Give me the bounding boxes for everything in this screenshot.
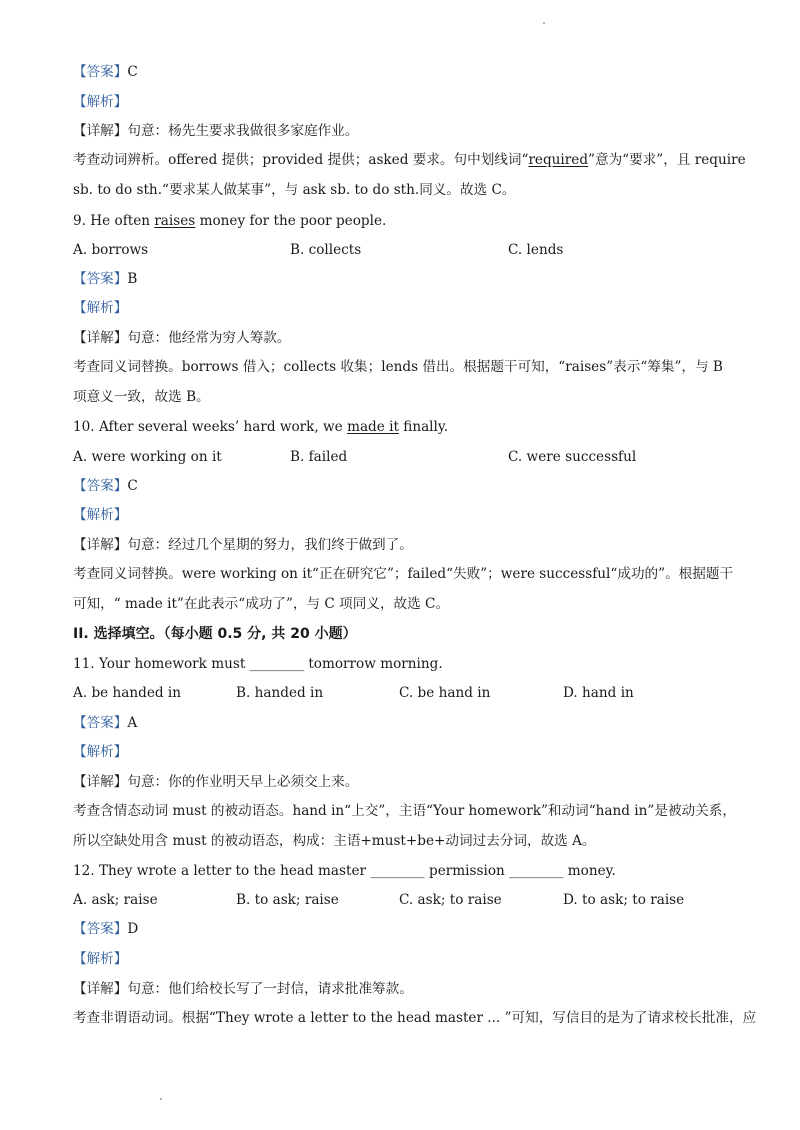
detail-text: 句意：你的作业明天早上必须交上来。	[127, 774, 359, 790]
answer-value: A	[127, 715, 138, 731]
answer-value: C	[127, 478, 138, 494]
answer-line	[73, 62, 730, 82]
detail-text: 句意：经过几个星期的努力，我们终于做到了。	[127, 537, 413, 553]
detail-text: 句意：他们给校长写了一封信，请求批准筹款。	[127, 981, 413, 997]
detail-text: 句意：杨先生要求我做很多家庭作业。	[127, 123, 359, 139]
detail-line	[73, 535, 730, 555]
answer-label: 【答案】	[73, 478, 128, 494]
answer-value: C	[127, 64, 138, 80]
answer-value: D	[127, 921, 139, 937]
option-c: C. ask; to raise	[399, 892, 502, 908]
explanation-text: ”意为“要求”，且 require	[588, 152, 746, 168]
analysis-label: 【解析】	[73, 744, 128, 760]
answer-line	[73, 269, 730, 289]
explanation-line: 考查同义词替换。borrows 借入；collects 收集；lends 借出。根据题干可知，“raises”表示“筹集”，与 B	[73, 359, 723, 375]
question-stem	[73, 211, 730, 231]
underlined-word: required	[528, 152, 589, 168]
answer-label: 【答案】	[73, 715, 128, 731]
explanation-line: 项意义一致，故选 B。	[73, 389, 210, 405]
page-mark	[160, 1098, 162, 1100]
explanation-line: 所以空缺处用含 must 的被动语态，构成：主语+must+be+动词过去分词，故选 A。	[73, 833, 596, 849]
answer-label: 【答案】	[73, 271, 128, 287]
option-d: D. hand in	[563, 685, 634, 701]
detail-label: 【详解】	[73, 981, 128, 997]
detail-label: 【详解】	[73, 330, 128, 346]
detail-label: 【详解】	[73, 537, 128, 553]
analysis-label: 【解析】	[73, 507, 128, 523]
underlined-word: made it	[347, 419, 399, 435]
detail-line	[73, 121, 730, 141]
explanation-line: sb. to do sth.“要求某人做某事”，与 ask sb. to do sth.同义。故选 C。	[73, 182, 516, 198]
question-stem	[73, 417, 730, 437]
stem-text: finally.	[398, 419, 449, 435]
option-a: A. borrows	[73, 242, 149, 258]
detail-line	[73, 328, 730, 348]
detail-line	[73, 979, 730, 999]
answer-value: B	[127, 271, 138, 287]
option-a: A. ask; raise	[73, 892, 158, 908]
detail-label: 【详解】	[73, 774, 128, 790]
answer-label: 【答案】	[73, 921, 128, 937]
stem-text: 9. He often	[73, 213, 155, 229]
page-mark	[543, 22, 545, 24]
option-b: B. collects	[290, 242, 362, 258]
option-c: C. be hand in	[399, 685, 491, 701]
answer-label: 【答案】	[73, 64, 128, 80]
explanation-line: 考查非谓语动词。根据“They wrote a letter to the head master ... ”可知，写信目的是为了请求校长批准，应	[73, 1010, 757, 1026]
question-stem: 11. Your homework must ________ tomorrow morning.	[73, 656, 443, 672]
stem-text: 10. After several weeks’ hard work, we	[73, 419, 348, 435]
analysis-label: 【解析】	[73, 94, 128, 110]
underlined-word: raises	[154, 213, 196, 229]
option-a: A. be handed in	[73, 685, 182, 701]
explanation-line: 考查同义词替换。were working on it“正在研究它”；failed“失败”；were successful“成功的”。根据题干	[73, 566, 734, 582]
answer-line	[73, 919, 730, 939]
option-c: C. lends	[508, 242, 564, 258]
section-heading: II. 选择填空。（每小题 0.5 分, 共 20 小题）	[73, 626, 357, 642]
detail-label: 【详解】	[73, 123, 128, 139]
answer-line	[73, 476, 730, 496]
explanation-line: 考查含情态动词 must 的被动语态。hand in“上交”，主语“Your homework”和动词“hand in”是被动关系，	[73, 803, 736, 819]
option-b: B. handed in	[236, 685, 324, 701]
option-d: D. to ask; to raise	[563, 892, 685, 908]
explanation-line: 可知，“ made it”在此表示“成功了”，与 C 项同义，故选 C。	[73, 596, 450, 612]
explanation-line	[73, 150, 746, 170]
option-b: B. failed	[290, 449, 348, 465]
stem-text: money for the poor people.	[195, 213, 387, 229]
answer-line	[73, 713, 730, 733]
analysis-label: 【解析】	[73, 951, 128, 967]
option-c: C. were successful	[508, 449, 637, 465]
question-stem: 12. They wrote a letter to the head master ________ permission ________ money.	[73, 863, 616, 879]
detail-text: 句意：他经常为穷人筹款。	[127, 330, 291, 346]
option-a: A. were working on it	[73, 449, 222, 465]
analysis-label: 【解析】	[73, 300, 128, 316]
detail-line	[73, 772, 730, 792]
option-b: B. to ask; raise	[236, 892, 339, 908]
explanation-text: 考查动词辨析。offered 提供；provided 提供；asked 要求。句中划线词“	[73, 152, 529, 168]
